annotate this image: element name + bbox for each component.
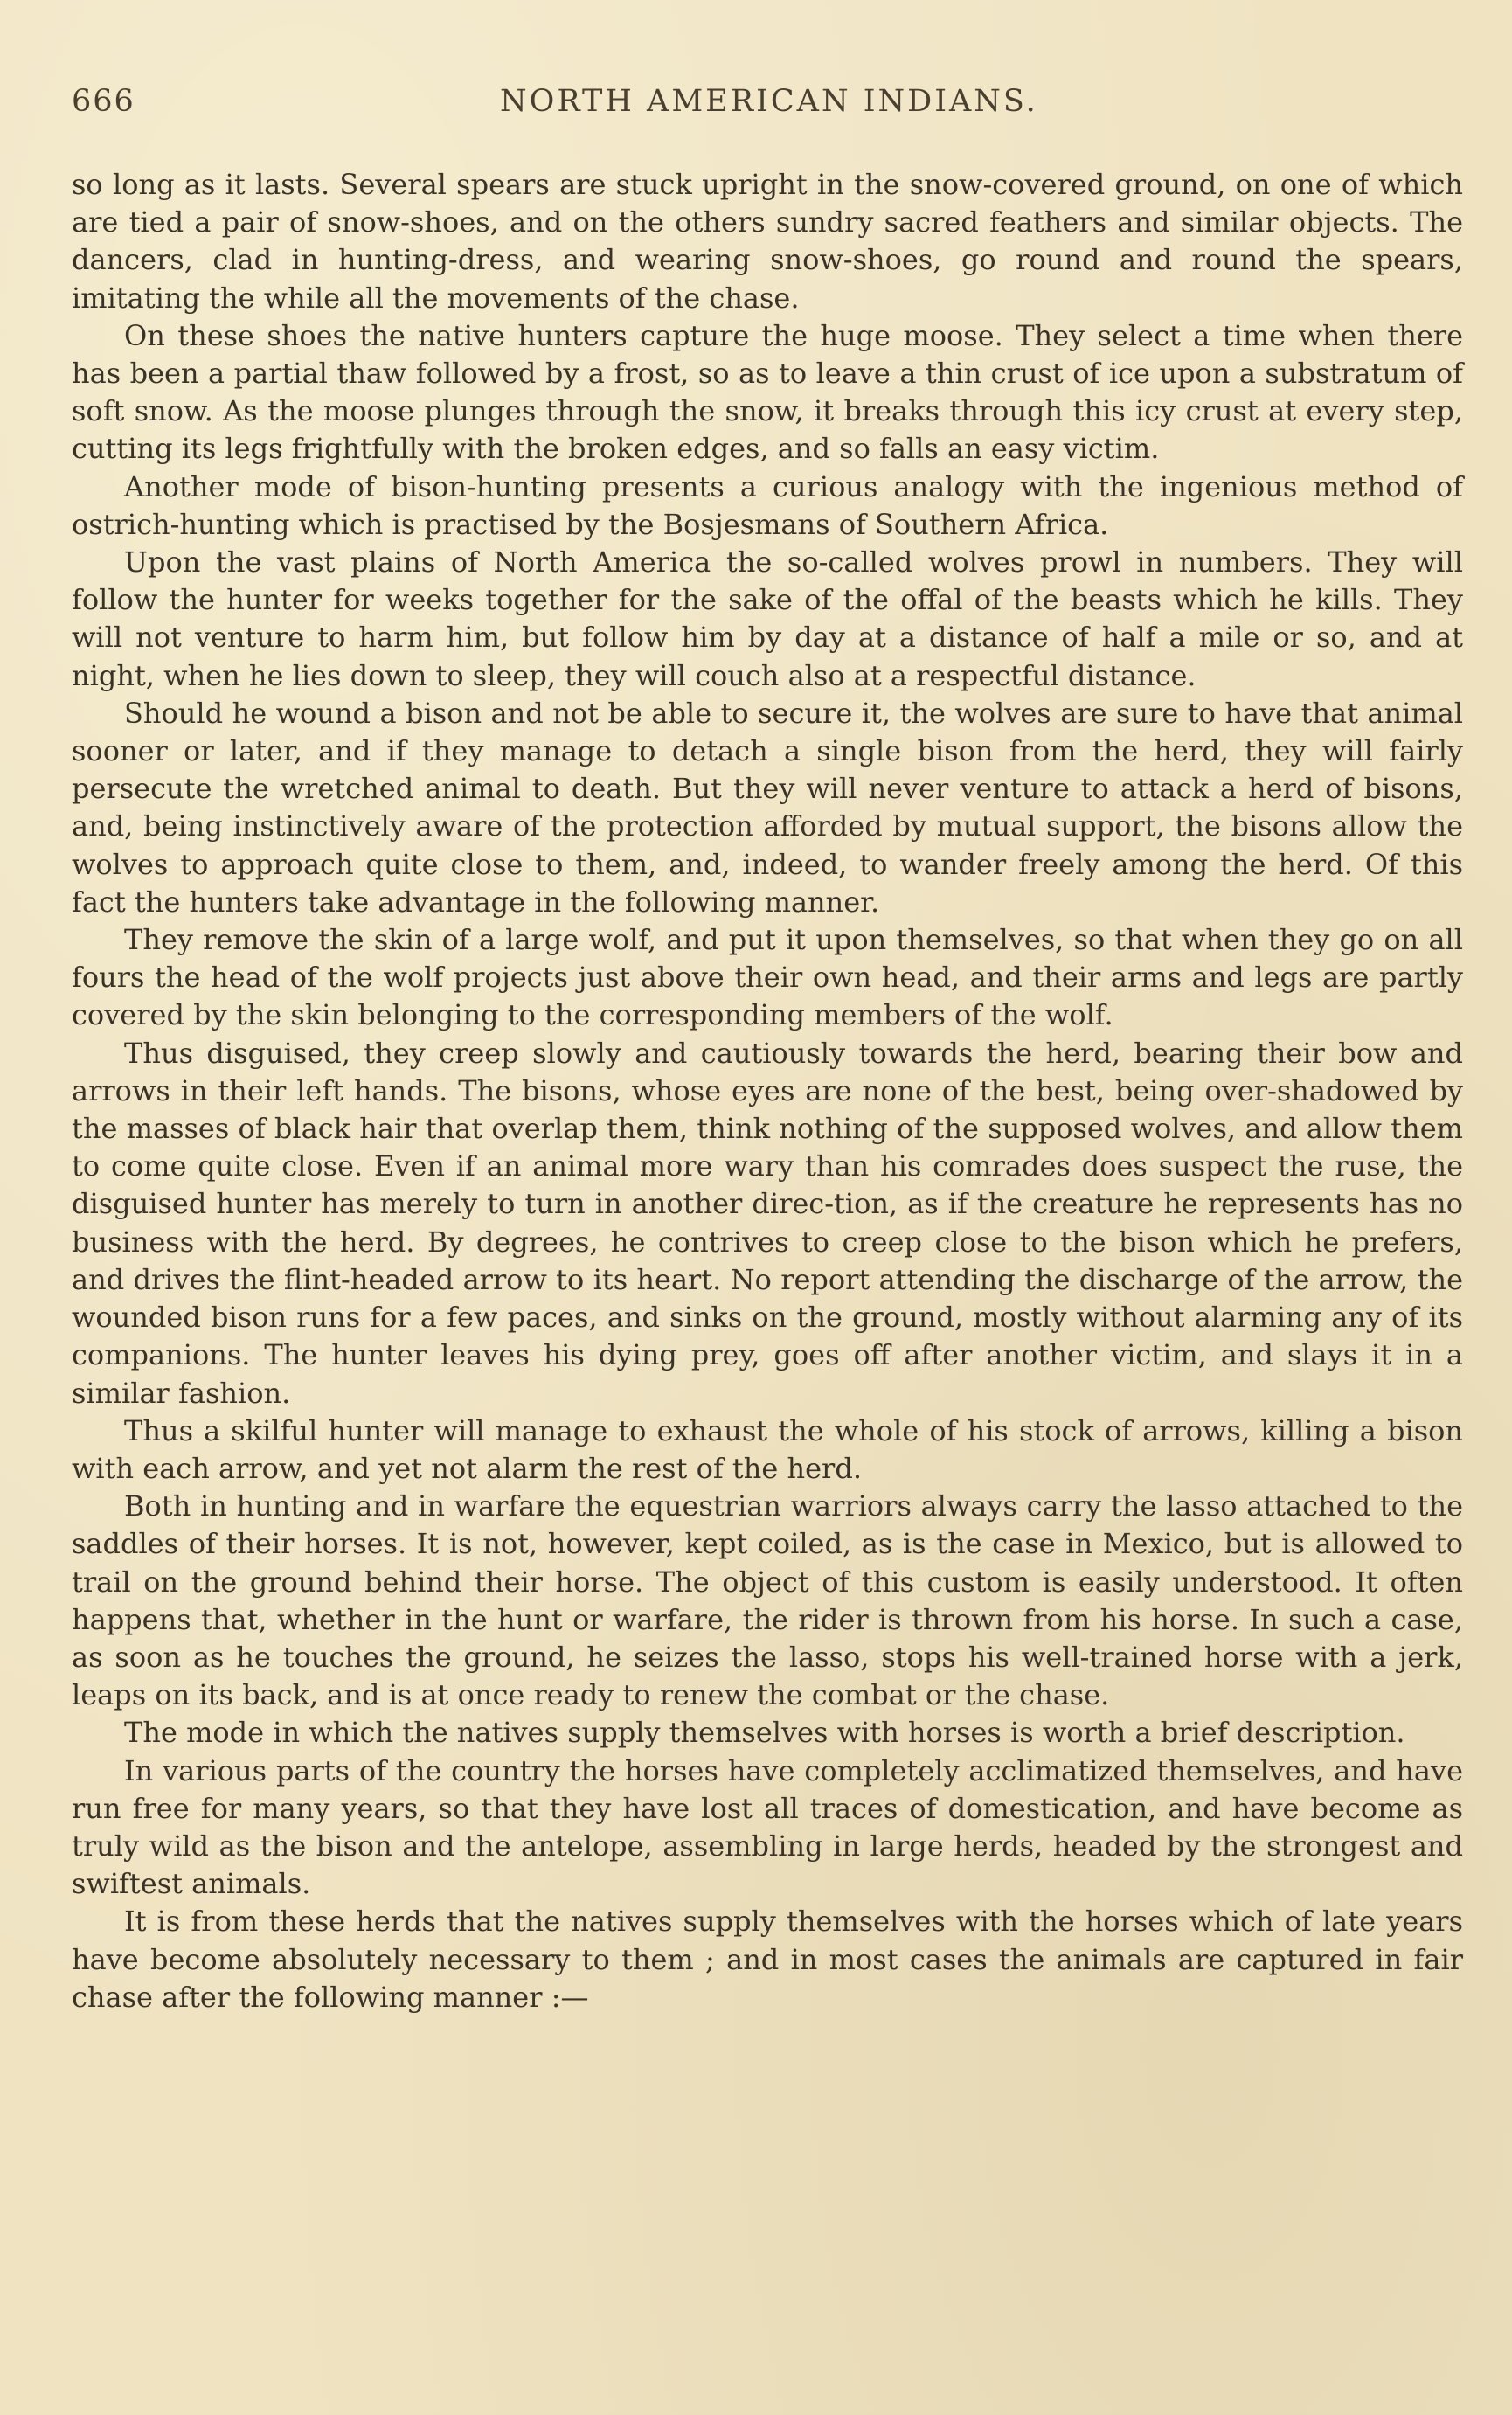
paragraph: Both in hunting and in warfare the equestrian warriors always carry the lasso attached to the saddles of their horses. It is not, however, kept coiled, as is the case in Mexico, but is allowed to trail on the ground behind their horse. The object of this custom is easily understood. It often happens that, whether in the hunt or warfare, the rider is thrown from his horse. In such a case, as soon as he touches the ground, he seizes the lasso, stops his well-trained horse with a jerk, leaps on its back, and is at once ready to renew the combat or the chase. — [72, 1489, 1463, 1712]
paragraph: Thus a skilful hunter will manage to exhaust the whole of his stock of arrows, killing a bison with each arrow, and yet not alarm the rest of the herd. — [72, 1413, 1463, 1485]
paragraph: Should he wound a bison and not be able to secure it, the wolves are sure to have that animal sooner or later, and if they manage to detach a single bison from the herd, they will fairly persecute the wretched animal to death. But they will never venture to attack a herd of bisons, and, being instinctively aware of the protection afforded by mutual support, the bisons allow the wolves to approach quite close to them, and, indeed, to wander freely among the herd. Of this fact the hunters take advantage in the following manner. — [72, 696, 1463, 919]
page-number: 666 — [72, 84, 135, 119]
paragraph: They remove the skin of a large wolf, and put it upon themselves, so that when they go on all fours the head of the wolf projects just above their own head, and their arms and legs are partly covered by the skin belonging to the corresponding members of the wolf. — [72, 923, 1463, 1032]
book-page — [72, 84, 1463, 2374]
paragraph: Thus disguised, they creep slowly and cautiously towards the herd, bearing their bow and arrows in their left hands. The bisons, whose eyes are none of the best, being over-shadowed by the masses of black hair that overlap them, think nothing of the supposed wolves, and allow them to come quite close. Even if an animal more wary than his comrades does suspect the ruse, the disguised hunter has merely to turn in another direc-tion, as if the creature he represents has no business with the herd. By degrees, he contrives to creep close to the bison which he prefers, and drives the flint-headed arrow to its heart. No report attending the discharge of the arrow, the wounded bison runs for a few paces, and sinks on the ground, mostly without alarming any of its companions. The hunter leaves his dying prey, goes off after another victim, and slays it in a similar fashion. — [72, 1036, 1463, 1410]
running-head — [72, 84, 1463, 122]
paragraph: It is from these herds that the natives supply themselves with the horses which of late years have become absolutely necessary to them ; and in most cases the animals are captured in fair chase after the following manner :— — [72, 1905, 1463, 2014]
running-title: NORTH AMERICAN INDIANS. — [500, 84, 1038, 119]
paragraph: On these shoes the native hunters capture the huge moose. They select a time when there has been a partial thaw followed by a frost, so as to leave a thin crust of ice upon a substratum of soft snow. As the moose plunges through the snow, it breaks through this icy crust at every step, cutting its legs frightfully with the broken edges, and so falls an easy victim. — [72, 318, 1463, 466]
paragraph: so long as it lasts. Several spears are stuck upright in the snow-covered ground, on one of which are tied a pair of snow-shoes, and on the others sundry sacred feathers and similar objects. The dancers, clad in hunting-dress, and wearing snow-shoes, go round and round the spears, imitating the while all the movements of the chase. — [72, 168, 1463, 315]
body-text — [72, 166, 1463, 2016]
paragraph: Another mode of bison-hunting presents a curious analogy with the ingenious method of ostrich-hunting which is practised by the Bosjesmans of Southern Africa. — [72, 469, 1463, 541]
paragraph: In various parts of the country the horses have completely acclimatized themselves, and have run free for many years, so that they have lost all traces of domestication, and have become as truly wild as the bison and the antelope, assembling in large herds, headed by the strongest and swiftest animals. — [72, 1753, 1463, 1901]
paragraph: The mode in which the natives supply themselves with horses is worth a brief description. — [124, 1716, 1405, 1750]
paragraph: Upon the vast plains of North America the so-called wolves prowl in numbers. They will follow the hunter for weeks together for the sake of the offal of the beasts which he kills. They will not venture to harm him, but follow him by day at a distance of half a mile or so, and at night, when he lies down to sleep, they will couch also at a respectful distance. — [72, 545, 1463, 692]
